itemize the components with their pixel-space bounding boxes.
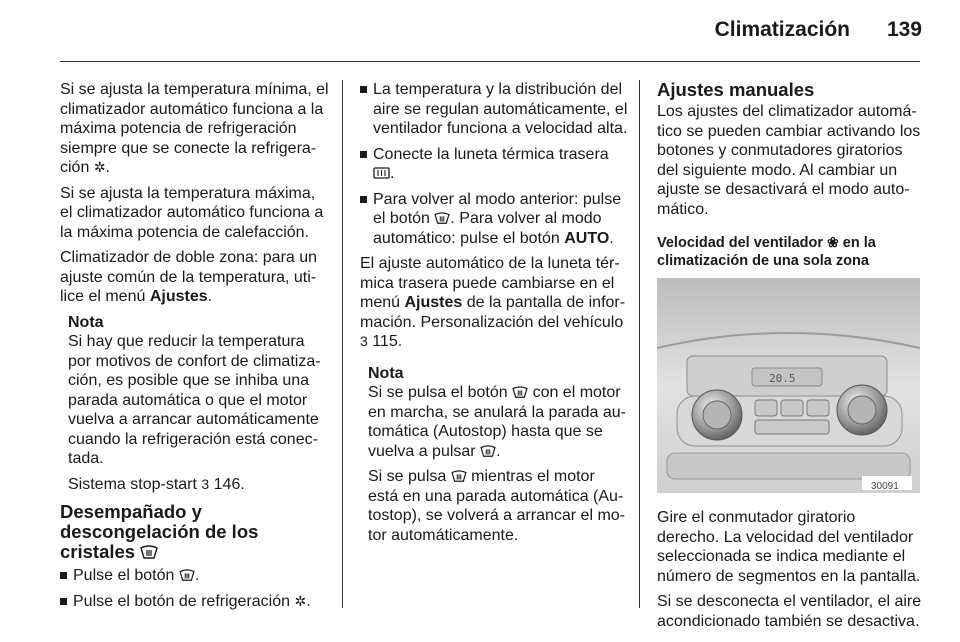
note-text: Si se pulsa mientras el motor está en una parada automática (Autostop), se volverá a arrancar el motor automáticamente. xyxy=(368,468,625,544)
list-item: Pulse el botón de refrigeración ✲. xyxy=(60,592,330,612)
bullet-icon xyxy=(360,151,367,158)
note-block xyxy=(68,313,330,495)
list-item: Conecte la luneta térmica trasera . xyxy=(360,145,628,184)
windscreen-defrost-icon xyxy=(451,470,467,483)
paragraph: Si se ajusta la temperatura mínima, el climatizador automático funciona a la máxima potencia de refrigeración siempre que se conecte la refrigeración ✲. xyxy=(60,81,329,176)
page-header xyxy=(0,0,960,62)
sub-heading: Velocidad del ventilador ❀ en la climatización de una sola zona xyxy=(657,234,876,269)
windscreen-defrost-icon xyxy=(480,445,496,458)
windscreen-defrost-icon xyxy=(512,386,528,399)
page-number: 139 xyxy=(886,18,922,41)
column-left xyxy=(60,80,330,617)
windscreen-defrost-icon xyxy=(434,212,450,225)
paragraph: Climatizador de doble zona: para un ajuste común de la temperatura, utilice el menú Ajustes. xyxy=(60,249,318,305)
auto-label: AUTO xyxy=(564,229,610,247)
list-item: Pulse el botón . xyxy=(60,566,330,586)
figure-code: 30091 xyxy=(871,481,899,492)
note-reference: Sistema stop-start 3 146. xyxy=(68,475,245,493)
snowflake-icon: ✲ xyxy=(294,592,307,609)
windscreen-defrost-icon xyxy=(179,569,195,582)
header-rule xyxy=(60,61,920,62)
note-block xyxy=(368,364,628,546)
reference-arrow-icon: 3 xyxy=(201,475,210,492)
snowflake-icon: ✲ xyxy=(93,159,106,175)
climate-control-photo xyxy=(657,278,920,493)
page-title: Climatización xyxy=(714,18,850,41)
windscreen-defrost-icon xyxy=(140,545,158,560)
paragraph: Si se ajusta la temperatura máxima, el climatizador automático funciona a la máxima potencia de calefacción. xyxy=(60,184,324,241)
section-heading: Ajustes manuales xyxy=(657,79,815,100)
list-item: Para volver al modo anterior: pulse el botón . Para volver al modo automático: pulse el botón AUTO. xyxy=(360,190,628,249)
column-right xyxy=(657,80,922,637)
note-title: Nota xyxy=(68,313,104,331)
paragraph: Los ajustes del climatizador automático se pueden cambiar activando los botones y conmutadores giratorios del siguiente modo. Al cambiar un ajuste se desactivará el modo automático. xyxy=(657,103,921,218)
column-middle xyxy=(360,80,628,551)
note-title: Nota xyxy=(368,364,404,382)
list-item: La temperatura y la distribución del aire se regulan automáticamente, el ventilador funciona a velocidad alta. xyxy=(360,80,628,139)
rear-window-heater-icon xyxy=(373,167,390,180)
reference-arrow-icon: 3 xyxy=(360,333,368,349)
paragraph: Si se desconecta el ventilador, el aire acondicionado también se desactiva. xyxy=(657,593,922,630)
section-heading: Desempañado y descongelación de los cristales xyxy=(60,501,259,562)
paragraph: Gire el conmutador giratorio derecho. La velocidad del ventilador seleccionada se indica mediante el número de segmentos en la pantalla. xyxy=(657,509,921,585)
column-divider xyxy=(342,80,343,608)
bullet-icon xyxy=(60,572,67,579)
paragraph: El ajuste automático de la luneta térmica trasera puede cambiarse en el menú Ajustes de la pantalla de información. Personalización del vehículo 3 115. xyxy=(360,255,626,350)
note-text: Si hay que reducir la temperatura por motivos de confort de climatización, es posible que se inhiba una parada automática o que el motor vuelva a arrancar automáticamente cuando la refrigeración está conectada. xyxy=(68,333,321,467)
bullet-icon xyxy=(60,598,67,605)
fan-icon: ❀ xyxy=(827,234,839,250)
column-divider xyxy=(639,80,640,608)
temperature-display: 20.5 xyxy=(769,372,796,385)
menu-name: Ajustes xyxy=(149,288,208,305)
bullet-icon xyxy=(360,196,367,203)
bullet-icon xyxy=(360,86,367,93)
menu-name: Ajustes xyxy=(404,294,463,311)
note-text: Si se pulsa el botón con el motor en marcha, se anulará la parada automática (Autostop) hasta que se vuelva a pulsar . xyxy=(368,384,626,460)
